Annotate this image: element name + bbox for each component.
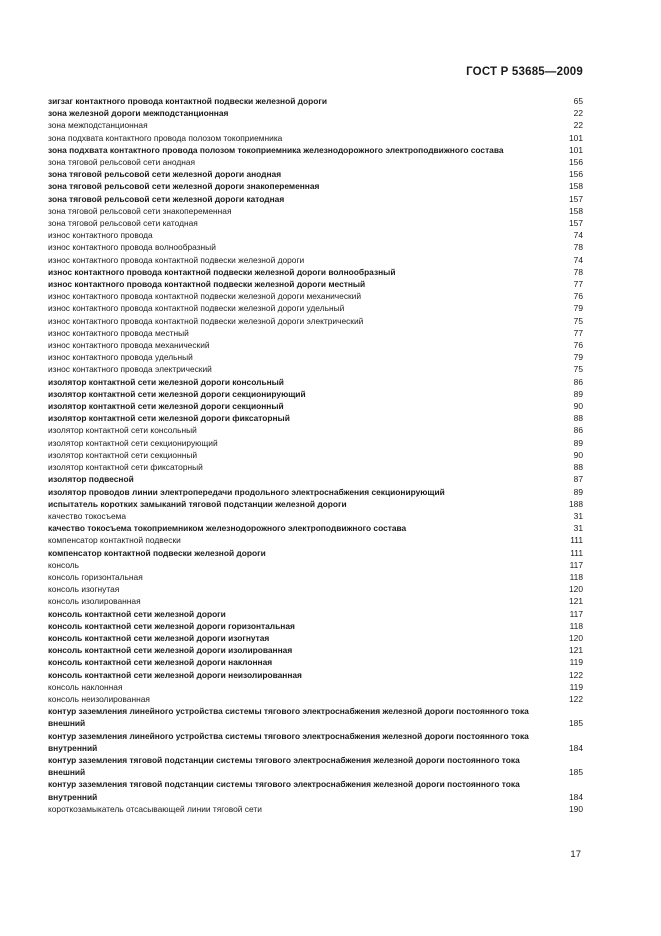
index-entry bbox=[48, 388, 583, 400]
index-page-ref: 22 bbox=[573, 120, 583, 131]
index-entry bbox=[48, 132, 583, 144]
index-page-ref: 88 bbox=[573, 462, 583, 473]
index-page-ref: 31 bbox=[573, 510, 583, 521]
index-term: износ контактного провода контактной подвески железной дороги bbox=[48, 254, 305, 265]
index-term: зона тяговой рельсовой сети катодная bbox=[48, 218, 198, 229]
index-page-ref: 88 bbox=[573, 413, 583, 424]
index-page-ref: 185 bbox=[569, 767, 583, 778]
index-entry bbox=[48, 254, 583, 266]
index-term: изолятор контактной сети секционирующий bbox=[48, 437, 218, 448]
index-term: зона межподстанционная bbox=[48, 120, 148, 131]
index-entry bbox=[48, 730, 583, 754]
index-term: зона тяговой рельсовой сети железной дороги знакопеременная bbox=[48, 181, 320, 192]
index-page-ref: 184 bbox=[569, 742, 583, 753]
index-term: контур заземления тяговой подстанции системы тягового электроснабжения железной дороги постоянного тока внешний bbox=[48, 754, 520, 778]
index-page-ref: 111 bbox=[570, 547, 583, 558]
index-page-ref: 156 bbox=[569, 157, 583, 168]
index-entry bbox=[48, 376, 583, 388]
index-entry bbox=[48, 400, 583, 412]
index-page-ref: 157 bbox=[569, 193, 583, 204]
index-term: изолятор подвесной bbox=[48, 474, 134, 485]
index-page-ref: 78 bbox=[573, 266, 583, 277]
index-entry bbox=[48, 107, 583, 119]
index-term: износ контактного провода электрический bbox=[48, 364, 212, 375]
index-entry bbox=[48, 803, 583, 815]
index-term: зона железной дороги межподстанционная bbox=[48, 108, 229, 119]
index-page-ref: 122 bbox=[569, 669, 583, 680]
index-term: зона тяговой рельсовой сети железной дороги анодная bbox=[48, 169, 282, 180]
index-term: консоль контактной сети железной дороги наклонная bbox=[48, 657, 273, 668]
index-page-ref: 119 bbox=[569, 657, 583, 668]
index-term: консоль контактной сети железной дороги изогнутая bbox=[48, 632, 270, 643]
index-term: консоль контактной сети железной дороги неизолированная bbox=[48, 669, 302, 680]
index-term: износ контактного провода контактной подвески железной дороги удельный bbox=[48, 303, 345, 314]
index-entry bbox=[48, 437, 583, 449]
index-term: консоль bbox=[48, 559, 80, 570]
page-number: 17 bbox=[570, 849, 581, 860]
index-term: консоль контактной сети железной дороги горизонтальная bbox=[48, 620, 295, 631]
index-page-ref: 119 bbox=[569, 681, 583, 692]
index-entry bbox=[48, 620, 583, 632]
index-entry bbox=[48, 424, 583, 436]
index-page-ref: 120 bbox=[569, 632, 583, 643]
index-term: износ контактного провода контактной подвески железной дороги электрический bbox=[48, 315, 364, 326]
index-term: консоль изогнутая bbox=[48, 584, 120, 595]
index-entry bbox=[48, 522, 583, 534]
index-entry bbox=[48, 351, 583, 363]
index-page-ref: 184 bbox=[569, 791, 583, 802]
index-entry bbox=[48, 669, 583, 681]
index-term: износ контактного провода bbox=[48, 230, 153, 241]
index-page-ref: 89 bbox=[573, 486, 583, 497]
index-entry bbox=[48, 534, 583, 546]
index-term: контур заземления линейного устройства системы тягового электроснабжения железной дороги постоянного тока внешний bbox=[48, 706, 529, 729]
index-page-ref: 118 bbox=[569, 620, 583, 631]
index-entry bbox=[48, 119, 583, 131]
index-page-ref: 90 bbox=[573, 449, 583, 460]
index-entry bbox=[48, 315, 583, 327]
index-entry bbox=[48, 144, 583, 156]
index-page-ref: 101 bbox=[569, 132, 583, 143]
index-page-ref: 74 bbox=[573, 254, 583, 265]
index-page-ref: 75 bbox=[573, 364, 583, 375]
index-entry bbox=[48, 547, 583, 559]
index-page-ref: 79 bbox=[573, 352, 583, 363]
index-entry bbox=[48, 449, 583, 461]
index-term: зона тяговой рельсовой сети железной дороги катодная bbox=[48, 193, 285, 204]
index-page-ref: 76 bbox=[573, 291, 583, 302]
index-term: износ контактного провода механический bbox=[48, 340, 210, 351]
index-entry bbox=[48, 571, 583, 583]
index-entry bbox=[48, 510, 583, 522]
index-entry bbox=[48, 473, 583, 485]
index-page-ref: 77 bbox=[573, 327, 583, 338]
index-entry bbox=[48, 583, 583, 595]
index-page-ref: 156 bbox=[569, 169, 583, 180]
index-entry bbox=[48, 168, 583, 180]
index-entry bbox=[48, 559, 583, 571]
index-term: изолятор проводов линии электропередачи продольного электроснабжения секционирующий bbox=[48, 486, 445, 497]
index-term: качество токосъема токоприемником железнодорожного электроподвижного состава bbox=[48, 523, 407, 534]
index-term: зона подхвата контактного провода полозом токоприемника железнодорожного электроподвижного состава bbox=[48, 144, 504, 155]
index-term: зигзаг контактного провода контактной подвески железной дороги bbox=[48, 96, 327, 106]
index-term: консоль наклонная bbox=[48, 681, 123, 692]
index-page-ref: 31 bbox=[573, 523, 583, 534]
index-entry bbox=[48, 278, 583, 290]
index-term: износ контактного провода местный bbox=[48, 327, 189, 338]
index-page-ref: 89 bbox=[573, 437, 583, 448]
index-entry bbox=[48, 608, 583, 620]
index-term: изолятор контактной сети фиксаторный bbox=[48, 462, 203, 473]
index-term: консоль неизолированная bbox=[48, 693, 150, 704]
index-term: испытатель коротких замыканий тяговой подстанции железной дороги bbox=[48, 498, 347, 509]
index-entry bbox=[48, 656, 583, 668]
index-term: консоль контактной сети железной дороги изолированная bbox=[48, 645, 293, 656]
index-entry bbox=[48, 412, 583, 424]
document-code: ГОСТ Р 53685—2009 bbox=[466, 66, 583, 78]
index-entry bbox=[48, 193, 583, 205]
index-page-ref: 90 bbox=[573, 401, 583, 412]
index-entry bbox=[48, 229, 583, 241]
index-page-ref: 122 bbox=[569, 693, 583, 704]
index-page-ref: 120 bbox=[569, 584, 583, 595]
index-list bbox=[48, 95, 583, 815]
index-page-ref: 75 bbox=[573, 315, 583, 326]
index-term: изолятор контактной сети железной дороги секционирующий bbox=[48, 388, 306, 399]
index-term: качество токосъема bbox=[48, 510, 127, 521]
index-term: изолятор контактной сети консольный bbox=[48, 425, 197, 436]
index-page-ref: 185 bbox=[569, 718, 583, 729]
index-term: консоль контактной сети железной дороги bbox=[48, 608, 226, 619]
index-term: изолятор контактной сети железной дороги консольный bbox=[48, 376, 284, 387]
index-term: износ контактного провода контактной подвески железной дороги волнообразный bbox=[48, 266, 396, 277]
index-page-ref: 65 bbox=[573, 96, 583, 106]
index-entry bbox=[48, 327, 583, 339]
index-term: зона тяговой рельсовой сети анодная bbox=[48, 157, 196, 168]
index-entry bbox=[48, 498, 583, 510]
index-term: компенсатор контактной подвески bbox=[48, 535, 181, 546]
index-term: консоль изолированная bbox=[48, 596, 141, 607]
index-entry bbox=[48, 693, 583, 705]
index-term: контур заземления тяговой подстанции системы тягового электроснабжения железной дороги постоянного тока внутренний bbox=[48, 779, 520, 802]
index-entry bbox=[48, 363, 583, 375]
index-entry bbox=[48, 644, 583, 656]
index-term: изолятор контактной сети секционный bbox=[48, 449, 198, 460]
index-entry bbox=[48, 461, 583, 473]
index-entry bbox=[48, 681, 583, 693]
index-page-ref: 79 bbox=[573, 303, 583, 314]
index-term: короткозамыкатель отсасывающей линии тяговой сети bbox=[48, 803, 262, 814]
index-entry bbox=[48, 266, 583, 278]
index-page-ref: 121 bbox=[569, 645, 583, 656]
index-page-ref: 118 bbox=[569, 571, 583, 582]
index-page-ref: 78 bbox=[573, 242, 583, 253]
index-page-ref: 76 bbox=[573, 340, 583, 351]
index-page-ref: 111 bbox=[570, 535, 583, 546]
index-entry bbox=[48, 632, 583, 644]
index-entry bbox=[48, 217, 583, 229]
index-page-ref: 22 bbox=[573, 108, 583, 119]
index-term: консоль горизонтальная bbox=[48, 571, 143, 582]
index-page-ref: 158 bbox=[569, 205, 583, 216]
index-entry bbox=[48, 156, 583, 168]
index-term: износ контактного провода удельный bbox=[48, 352, 193, 363]
index-page-ref: 158 bbox=[569, 181, 583, 192]
index-term: компенсатор контактной подвески железной дороги bbox=[48, 547, 266, 558]
index-entry bbox=[48, 705, 583, 729]
index-term: изолятор контактной сети железной дороги фиксаторный bbox=[48, 413, 290, 424]
index-entry bbox=[48, 302, 583, 314]
index-term: изолятор контактной сети железной дороги секционный bbox=[48, 401, 284, 412]
index-page-ref: 117 bbox=[569, 608, 583, 619]
index-entry bbox=[48, 486, 583, 498]
index-entry bbox=[48, 241, 583, 253]
index-entry bbox=[48, 754, 583, 778]
index-page-ref: 86 bbox=[573, 376, 583, 387]
index-term: износ контактного провода волнообразный bbox=[48, 242, 216, 253]
index-entry bbox=[48, 778, 583, 802]
index-term: зона тяговой рельсовой сети знакопеременная bbox=[48, 205, 232, 216]
index-page-ref: 89 bbox=[573, 388, 583, 399]
index-page-ref: 74 bbox=[573, 230, 583, 241]
index-term: зона подхвата контактного провода полозом токоприемника bbox=[48, 132, 283, 143]
index-entry bbox=[48, 180, 583, 192]
index-page-ref: 190 bbox=[569, 803, 583, 814]
index-entry bbox=[48, 290, 583, 302]
index-entry bbox=[48, 595, 583, 607]
index-entry bbox=[48, 205, 583, 217]
index-term: контур заземления линейного устройства системы тягового электроснабжения железной дороги постоянного тока внутренний bbox=[48, 730, 529, 753]
index-entry bbox=[48, 95, 583, 107]
index-term: износ контактного провода контактной подвески железной дороги местный bbox=[48, 279, 366, 290]
index-page-ref: 117 bbox=[569, 559, 583, 570]
index-page-ref: 77 bbox=[573, 279, 583, 290]
index-entry bbox=[48, 339, 583, 351]
index-page-ref: 86 bbox=[573, 425, 583, 436]
index-page-ref: 87 bbox=[573, 474, 583, 485]
index-page-ref: 121 bbox=[569, 596, 583, 607]
index-term: износ контактного провода контактной подвески железной дороги механический bbox=[48, 291, 362, 302]
index-page-ref: 101 bbox=[569, 144, 583, 155]
index-page-ref: 188 bbox=[569, 498, 583, 509]
index-page-ref: 157 bbox=[569, 218, 583, 229]
